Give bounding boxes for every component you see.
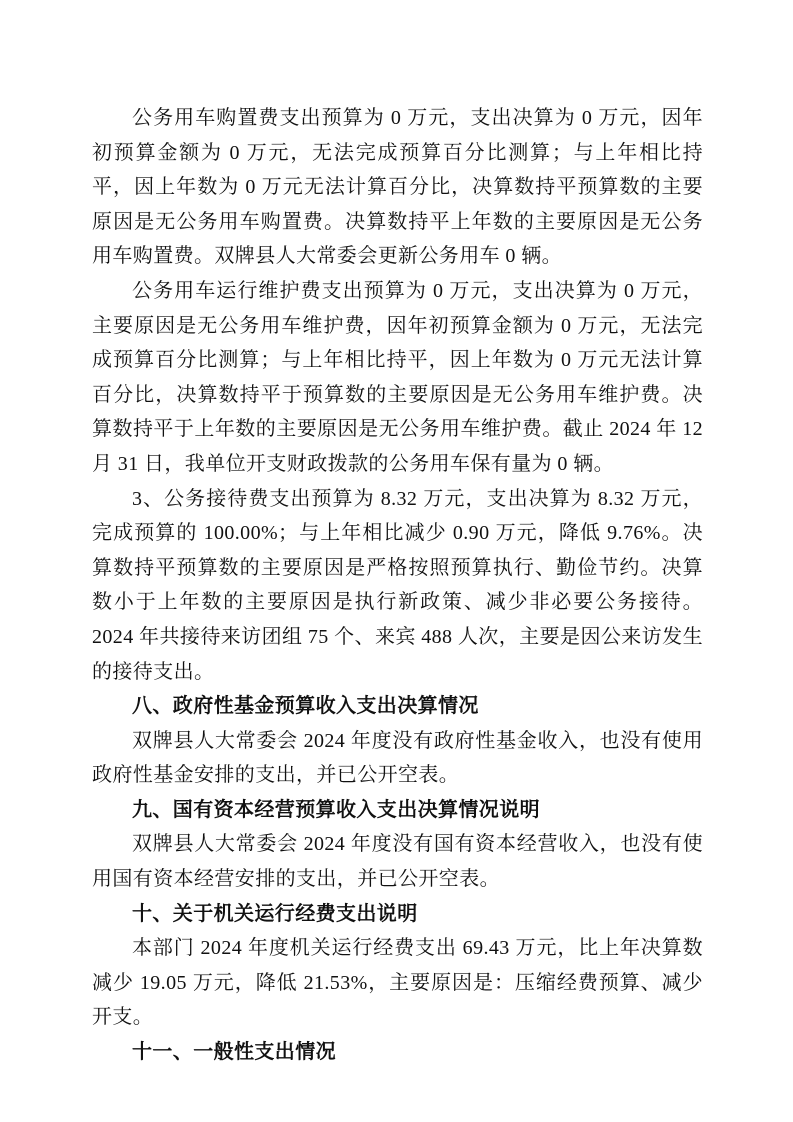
paragraph-state-capital-statement: 双牌县人大常委会 2024 年度没有国有资本经营收入，也没有使用国有资本经营安排的支出，并已公开空表。 (92, 833, 703, 891)
paragraph-government-fund-statement: 双牌县人大常委会 2024 年度没有政府性基金收入，也没有使用政府性基金安排的支出，并已公开空表。 (92, 729, 703, 787)
heading-section-11-general-expenditure: 十一、一般性支出情况 (132, 1041, 336, 1064)
heading-section-9-state-capital-budget: 九、国有资本经营预算收入支出决算情况说明 (132, 798, 540, 821)
paragraph-agency-operating-expense: 本部门 2024 年度机关运行经费支出 69.43 万元，比上年决算数减少 19.05 万元，降低 21.53%，主要原因是：压缩经费预算、减少开支。 (92, 937, 703, 1029)
paragraph-official-vehicle-maintenance: 公务用车运行维护费支出预算为 0 万元，支出决算为 0 万元，主要原因是无公务用车维护费，因年初预算金额为 0 万元，无法完成预算百分比测算；与上年相比持平，因上年数为 0 万元无法计算百分比，决算数持平于预算数的主要原因是无公务用车维护费。决算数持平于上年数的主要原因是无公务用车维护费。截止 2024 年 12 月 31 日，我单位开支财政拨款的公务用车保有量为 0 辆。 (92, 279, 703, 475)
heading-section-8-government-fund-budget: 八、政府性基金预算收入支出决算情况 (132, 695, 479, 718)
paragraph-official-vehicle-purchase: 公务用车购置费支出预算为 0 万元，支出决算为 0 万元，因年初预算金额为 0 万元，无法完成预算百分比测算；与上年相比持平，因上年数为 0 万元无法计算百分比，决算数持平预算数的主要原因是无公务用车购置费。决算数持平上年数的主要原因是无公务用车购置费。双牌县人大常委会更新公务用车 0 辆。 (92, 107, 703, 268)
heading-section-10-agency-operating-expense: 十、关于机关运行经费支出说明 (132, 902, 418, 925)
paragraph-official-reception-expense: 3、公务接待费支出预算为 8.32 万元，支出决算为 8.32 万元，完成预算的 100.00%；与上年相比减少 0.90 万元，降低 9.76%。决算数持平预算数的主要原因是严格按照预算执行、勤俭节约。决算数小于上年数的主要原因是执行新政策、减少非必要公务接待。2024 年共接待来访团组 75 个、来宾 488 人次，主要是因公来访发生的接待支出。 (92, 487, 703, 683)
